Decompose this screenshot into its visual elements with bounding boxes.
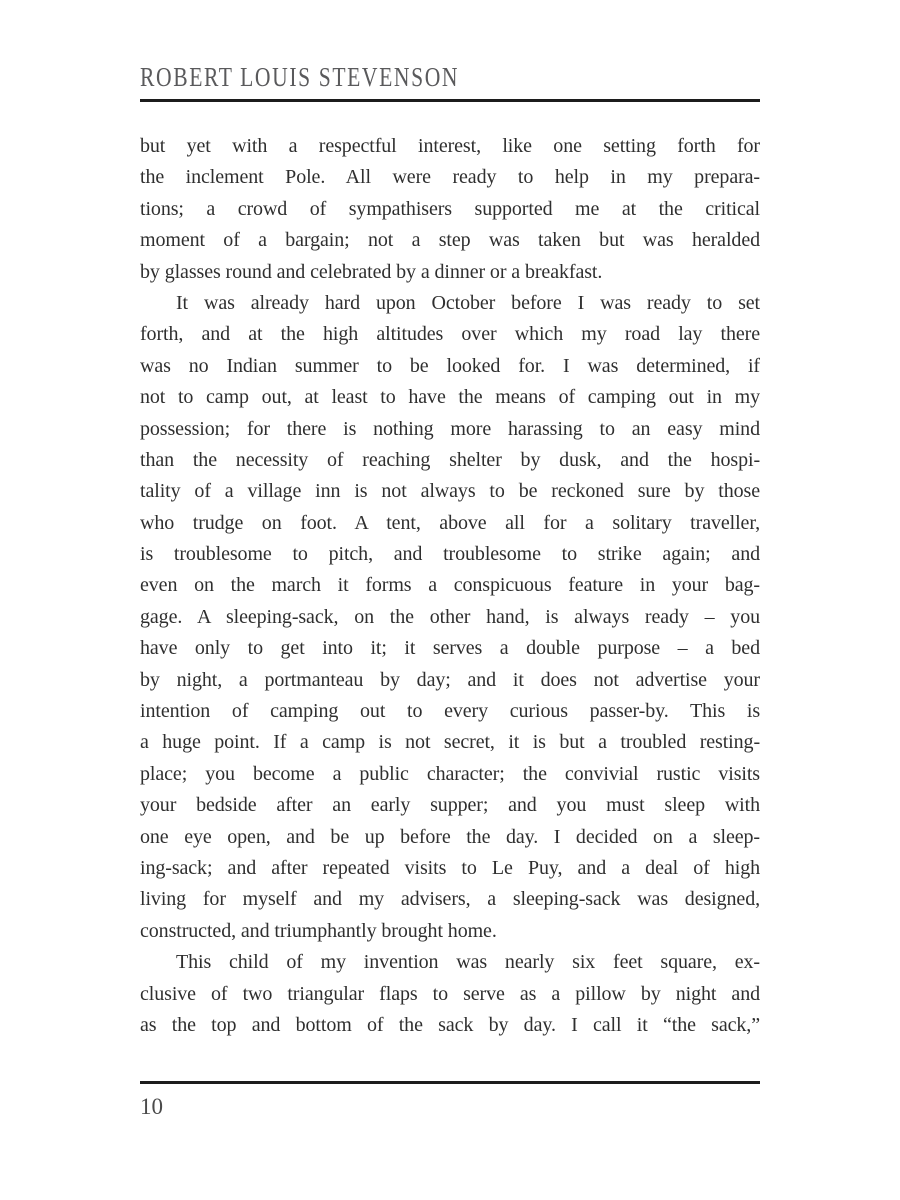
text-line: by glasses round and celebrated by a dinner or a breakfast. [140, 260, 603, 283]
text-line: who trudge on foot. A tent, above all for a solitary traveller, [140, 511, 760, 534]
text-line: have only to get into it; it serves a double purpose – a bed [140, 637, 760, 660]
text-line: forth, and at the high altitudes over which my road lay there [140, 323, 760, 346]
text-line: not to camp out, at least to have the means of camping out in my [140, 386, 760, 409]
running-header-author: ROBERT LOUIS STEVENSON [140, 62, 460, 92]
text-line: possession; for there is nothing more harassing to an easy mind [140, 417, 760, 440]
paragraph [140, 288, 760, 947]
text-line: a huge point. If a camp is not secret, it is but a troubled resting- [140, 731, 760, 754]
text-line: clusive of two triangular flaps to serve as a pillow by night and [140, 982, 760, 1005]
body-text [140, 131, 760, 1041]
text-line: even on the march it forms a conspicuous feature in your bag- [140, 574, 760, 597]
page-number: 10 [140, 1094, 163, 1119]
text-line: constructed, and triumphantly brought home. [140, 919, 497, 942]
text-line: the inclement Pole. All were ready to help in my prepara- [140, 166, 760, 189]
text-line: is troublesome to pitch, and troublesome to strike again; and [140, 543, 760, 566]
text-line: was no Indian summer to be looked for. I was determined, if [140, 354, 760, 377]
text-line: as the top and bottom of the sack by day. I call it “the sack,” [140, 1013, 760, 1036]
paragraph [140, 131, 760, 288]
text-line: place; you become a public character; the convivial rustic visits [140, 762, 760, 785]
paragraph [140, 947, 760, 1041]
text-line: This child of my invention was nearly six feet square, ex- [176, 951, 760, 974]
text-line: It was already hard upon October before I was ready to set [176, 291, 760, 314]
text-line: than the necessity of reaching shelter by dusk, and the hospi- [140, 448, 760, 471]
text-line: by night, a portmanteau by day; and it does not advertise your [140, 668, 760, 691]
text-line: living for myself and my advisers, a sleeping-sack was designed, [140, 888, 760, 911]
text-line: tality of a village inn is not always to be reckoned sure by those [140, 480, 760, 503]
text-line: ing-sack; and after repeated visits to Le Puy, and a deal of high [140, 856, 760, 879]
text-line: your bedside after an early supper; and you must sleep with [140, 794, 760, 817]
text-line: gage. A sleeping-sack, on the other hand, is always ready – you [140, 605, 760, 628]
header-rule [140, 99, 760, 102]
text-line: one eye open, and be up before the day. I decided on a sleep- [140, 825, 760, 848]
footer-rule [140, 1081, 760, 1084]
text-line: intention of camping out to every curious passer-by. This is [140, 700, 760, 723]
text-line: moment of a bargain; not a step was taken but was heralded [140, 229, 760, 252]
text-line: but yet with a respectful interest, like one setting forth for [140, 135, 760, 157]
text-line: tions; a crowd of sympathisers supported me at the critical [140, 197, 760, 220]
